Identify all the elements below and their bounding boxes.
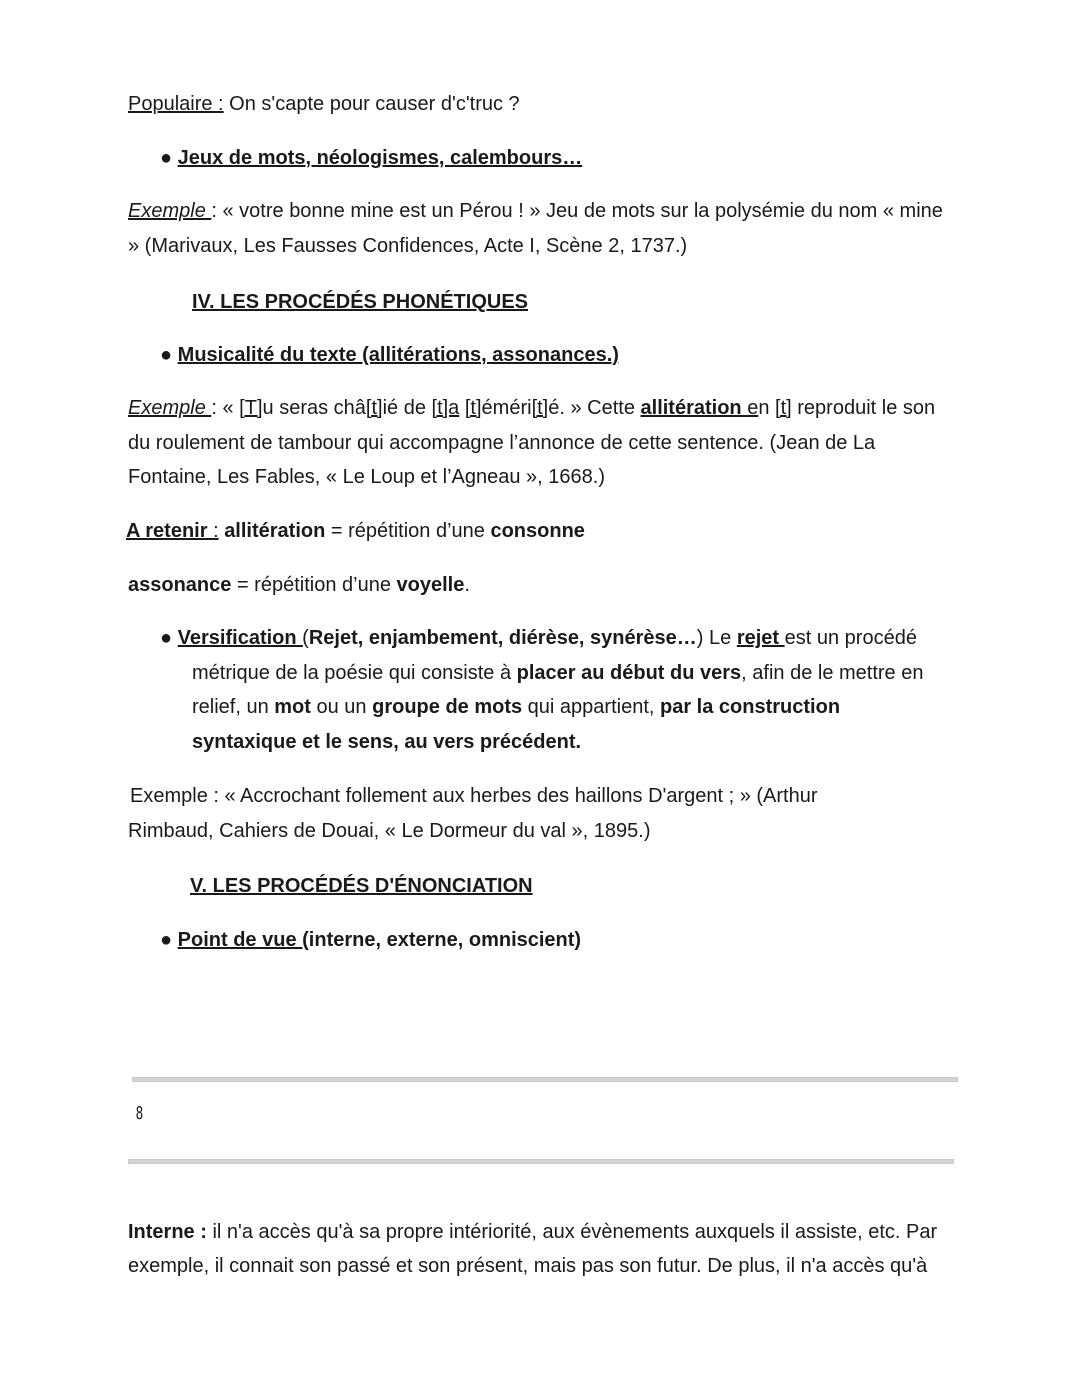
label: Interne : bbox=[128, 1221, 207, 1243]
t: u seras châ bbox=[262, 397, 366, 419]
heading-enonciation: V. LES PROCÉDÉS D'ÉNONCIATION bbox=[190, 875, 533, 897]
t: relief, un bbox=[192, 696, 275, 718]
page-break-divider-bottom bbox=[128, 1159, 954, 1164]
t: reproduit le son bbox=[791, 397, 936, 419]
assonance-line bbox=[128, 573, 470, 597]
label: Exemple bbox=[128, 397, 212, 419]
page-break-divider-top bbox=[132, 1077, 958, 1082]
t: ou un bbox=[310, 696, 373, 718]
t: est un procédé bbox=[784, 627, 917, 649]
t: Versification bbox=[177, 627, 303, 649]
t: Point de vue bbox=[177, 929, 303, 951]
versification-line-3 bbox=[192, 695, 840, 719]
bullet-icon: ● bbox=[160, 627, 173, 649]
a-retenir-line bbox=[126, 519, 585, 543]
t: qui appartient, bbox=[522, 696, 660, 718]
t: assonance bbox=[128, 574, 232, 596]
t: é. » Cette bbox=[548, 397, 641, 419]
t: voyelle bbox=[396, 574, 465, 596]
t: métrique de la poésie qui consiste à bbox=[192, 662, 517, 684]
bullet-icon: ● bbox=[160, 344, 173, 366]
t: rejet bbox=[736, 627, 785, 649]
bullet-icon: ● bbox=[160, 929, 173, 951]
t: : bbox=[213, 520, 219, 542]
t: , afin de le mettre en bbox=[741, 662, 924, 684]
t: ( bbox=[302, 929, 309, 951]
t: groupe de mots bbox=[372, 696, 523, 718]
t: . bbox=[464, 574, 470, 596]
t: Rejet, enjambement, diérèse, synérèse… bbox=[308, 627, 697, 649]
t: placer au début du vers bbox=[516, 662, 742, 684]
t: [T] bbox=[239, 397, 263, 419]
heading-phonetiques: IV. LES PROCÉDÉS PHONÉTIQUES bbox=[192, 291, 529, 313]
t: allitération bbox=[640, 397, 748, 419]
t: par la construction bbox=[660, 696, 841, 718]
label: Exemple bbox=[128, 200, 212, 222]
example-2-line-3: Fontaine, Les Fables, « Le Loup et l’Agneau », 1668.) bbox=[128, 466, 606, 488]
t: : « bbox=[211, 397, 240, 419]
t: [t] bbox=[775, 397, 792, 419]
populaire-line bbox=[128, 92, 520, 116]
versification-line-2 bbox=[192, 661, 923, 685]
bullet-icon: ● bbox=[160, 147, 173, 169]
text: : « votre bonne mine est un Pérou ! » Jeu de mots sur la polysémie du nom « mine bbox=[211, 200, 943, 222]
example-1-line-2: » (Marivaux, Les Fausses Confidences, Acte I, Scène 2, 1737.) bbox=[128, 235, 688, 257]
text: Musicalité du texte (allitérations, assonances.) bbox=[177, 344, 619, 366]
t: = répétition d’une bbox=[325, 520, 491, 542]
page-number: 8 bbox=[135, 1103, 144, 1124]
t: interne, externe, omniscient) bbox=[308, 929, 582, 951]
text: On s'capte pour causer d'c'truc ? bbox=[223, 93, 520, 115]
label: Populaire : bbox=[128, 93, 224, 115]
t: consonne bbox=[490, 520, 585, 542]
t: [t]a bbox=[431, 397, 460, 419]
example-2-line-1 bbox=[128, 396, 935, 420]
t: allitération bbox=[224, 520, 326, 542]
t: [t] bbox=[365, 397, 383, 419]
t: = répétition d’une bbox=[231, 574, 397, 596]
t: n bbox=[758, 397, 776, 419]
t: mot bbox=[274, 696, 311, 718]
text: Jeux de mots, néologismes, calembours… bbox=[177, 147, 583, 169]
bullet-jeux-de-mots bbox=[160, 146, 582, 170]
bullet-point-de-vue bbox=[160, 928, 581, 952]
t: [t] bbox=[531, 397, 549, 419]
label: A retenir bbox=[126, 520, 214, 542]
bullet-musicalite bbox=[160, 343, 619, 367]
example-1-line-1 bbox=[128, 199, 943, 223]
t: ( bbox=[302, 627, 309, 649]
example-3-line-1: Exemple : « Accrochant follement aux herbes des haillons D'argent ; » (Arthur bbox=[130, 785, 818, 807]
interne-line-2: exemple, il connait son passé et son présent, mais pas son futur. De plus, il n'a accès qu'à bbox=[128, 1255, 928, 1277]
bullet-versification bbox=[160, 626, 917, 650]
t: il n'a accès qu'à sa propre intériorité, aux évènements auxquels il assiste, etc. Par bbox=[206, 1221, 938, 1243]
versification-line-4: syntaxique et le sens, au vers précédent. bbox=[192, 731, 582, 753]
t: ) Le bbox=[696, 627, 737, 649]
example-2-line-2: du roulement de tambour qui accompagne l’annonce de cette sentence. (Jean de La bbox=[128, 432, 876, 454]
t: ié de bbox=[382, 397, 432, 419]
t: éméri bbox=[481, 397, 532, 419]
t: e bbox=[747, 397, 759, 419]
interne-line-1 bbox=[128, 1220, 937, 1244]
t: [t] bbox=[464, 397, 482, 419]
example-3-line-2: Rimbaud, Cahiers de Douai, « Le Dormeur du val », 1895.) bbox=[128, 820, 651, 842]
